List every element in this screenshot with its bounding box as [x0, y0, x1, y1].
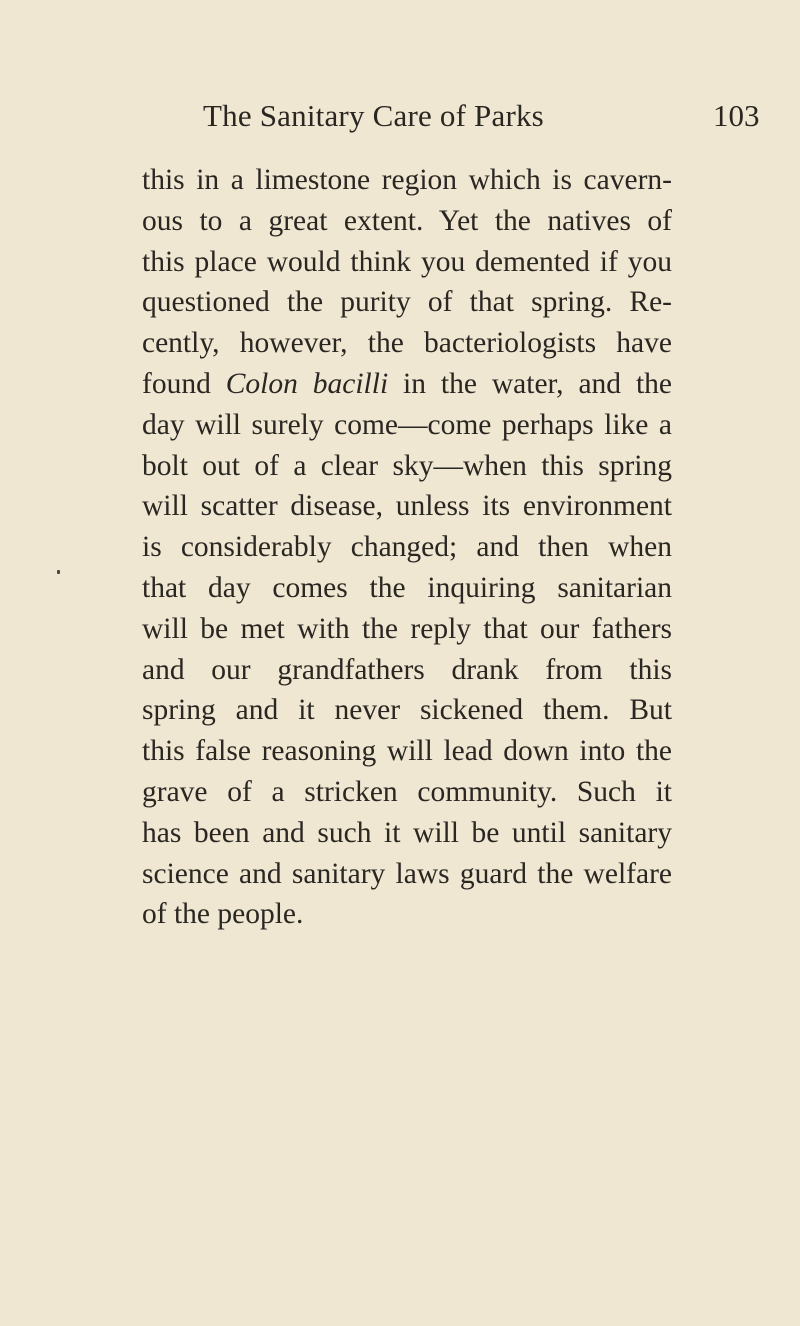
text-line: bolt out of a clear sky—when this spring — [142, 449, 672, 482]
text-line: spring and it never sickened them. But — [142, 694, 672, 727]
text-line-with-italic — [142, 364, 672, 405]
text-segment: found — [142, 367, 211, 400]
text-line: has been and such it will be until sanitary — [142, 816, 672, 849]
text-line: this place would think you demented if you — [142, 245, 672, 278]
text-line: ous to a great extent. Yet the natives of — [142, 204, 672, 237]
text-line: that day comes the inquiring sanitarian — [142, 571, 672, 604]
text-line: this in a limestone region which is cavern- — [142, 164, 672, 196]
running-title: The Sanitary Care of Parks — [203, 98, 544, 133]
page-number: 103 — [713, 98, 760, 133]
italic-term: Colon bacilli — [225, 367, 389, 400]
text-line: will be met with the reply that our fathers — [142, 612, 672, 645]
text-line-last: of the people. — [142, 898, 304, 931]
text-line: will scatter disease, unless its environment — [142, 490, 672, 523]
running-head — [0, 98, 800, 138]
margin-speck — [57, 570, 60, 574]
text-line: questioned the purity of that spring. Re- — [142, 286, 672, 319]
text-line: science and sanitary laws guard the welfare — [142, 857, 672, 890]
text-line: is considerably changed; and then when — [142, 531, 672, 564]
text-line: this false reasoning will lead down into the — [142, 735, 672, 768]
text-line: day will surely come—come perhaps like a — [142, 408, 672, 441]
text-line: and our grandfathers drank from this — [142, 653, 672, 686]
text-line: cently, however, the bacteriologists have — [142, 327, 672, 360]
text-segment: in the water, and the — [403, 367, 672, 400]
text-line: grave of a stricken community. Such it — [142, 775, 672, 808]
body-paragraph — [142, 160, 672, 935]
